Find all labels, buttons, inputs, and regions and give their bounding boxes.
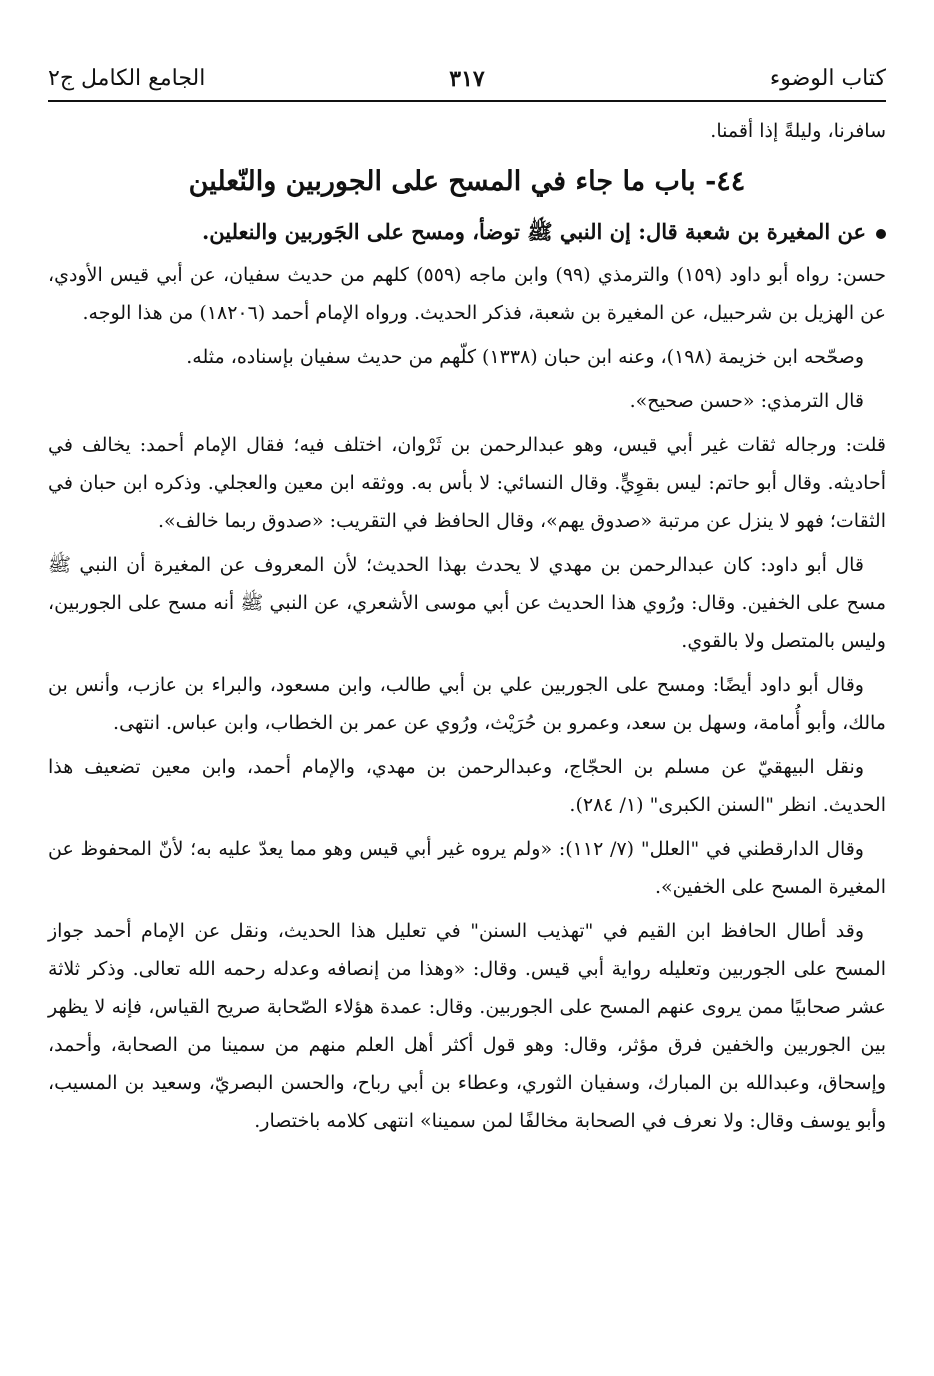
paragraph-tashih: [48, 338, 886, 376]
paragraph-body: ونقل البيهقيّ عن مسلم بن الحجّاج، وعبدالرحمن بن مهدي، والإمام أحمد، وابن معين تضعيف هذا الحديث. انظر "السنن الكبرى" (١/ ٢٨٤).: [48, 756, 886, 816]
running-head: [48, 60, 886, 100]
page: [48, 60, 886, 1146]
paragraph-abu-dawud-2: [48, 666, 886, 742]
bullet-icon: [876, 229, 886, 239]
paragraph-body: وقد أطال الحافظ ابن القيم في "تهذيب السنن" في تعليل هذا الحديث، ونقل عن الإمام أحمد جواز المسح على الجوربين وتعليله رواية أبي قيس. وقال: «وهذا من إنصافه وعدله رحمه الله تعالى. وذكر ثلاثة عشر صحابيًا ممن يروى عنهم المسح على الجوربين. وقال: عمدة هؤلاء الصّحابة صريح القياس، فإنه لا يظهر بين الجوربين والخفين فرق مؤثر، وقال: وهو قول أكثر أهل العلم منهم من سمينا من الصحابة، وأحمد، وإسحاق، وعبدالله بن المبارك، وسفيان الثوري، وعطاء بن أبي رباح، والحسن البصريّ، وسعيد بن المسيب، وأبو يوسف وقال: ولا نعرف في الصحابة مخالفًا لمن سمينا» انتهى كلامه باختصار.: [48, 920, 886, 1132]
paragraph-tirmidhi: [48, 382, 886, 420]
paragraph-daraqutni: [48, 830, 886, 906]
header-volume-title: الجامع الكامل ج٢: [48, 66, 206, 91]
paragraph-rijal: قلت: ورجاله ثقات غير أبي قيس، وهو عبدالرحمن بن ثَرْوان، اختلف فيه؛ فقال الإمام أحمد: يخالف في أحاديثه. وقال أبو حاتم: ليس بقوِيٍّ. وقال النسائي: لا بأس به. ووثقه ابن معين والعجلي. وذكره ابن حبان في الثقات؛ فهو لا ينزل عن مرتبة «صدوق يهم»، وقال الحافظ في التقريب: «صدوق ربما خالف».: [48, 434, 886, 532]
paragraph-body: وصحّحه ابن خزيمة (١٩٨)، وعنه ابن حبان (١٣٣٨) كلّهم من حديث سفيان بإسناده، مثله.: [186, 346, 864, 368]
paragraph-body: وقال الدارقطني في "العلل" (٧/ ١١٢): «ولم يروه غير أبي قيس وهو مما يعدّ عليه به؛ لأنّ المحفوظ عن المغيرة المسح على الخفين».: [48, 838, 886, 898]
paragraph-takhrij: حسن: رواه أبو داود (١٥٩) والترمذي (٩٩) وابن ماجه (٥٥٩) كلهم من حديث سفيان، عن أبي قيس الأودي، عن الهزيل بن شرحبيل، عن المغيرة بن شعبة، فذكر الحديث. ورواه الإمام أحمد (١٨٢٠٦) من هذا الوجه.: [48, 264, 886, 324]
header-book-title: كتاب الوضوء: [769, 66, 886, 91]
paragraph-body: قال الترمذي: «حسن صحيح».: [629, 390, 864, 412]
paragraph-ibn-qayyim: [48, 912, 886, 1140]
paragraph-bayhaqi: [48, 748, 886, 824]
paragraph-body: وقال أبو داود أيضًا: ومسح على الجوربين علي بن أبي طالب، وابن مسعود، والبراء بن عازب، وأنس بن مالك، وأبو أُمامة، وسهل بن سعد، وعمرو بن حُرَيْث، ورُوي عن عمر بن الخطاب، وابن عباس. انتهى.: [48, 674, 886, 734]
continuation-text: سافرنا، وليلةً إذا أقمنا.: [710, 120, 886, 142]
hadith-body: عن المغيرة بن شعبة قال: إن النبي ﷺ توضأ، ومسح على الجَوربين والنعلين.: [201, 219, 866, 244]
paragraph-body: قال أبو داود: كان عبدالرحمن بن مهدي لا يحدث بهذا الحديث؛ لأن المعروف عن المغيرة أن النبي ﷺ مسح على الخفين. وقال: ورُوي هذا الحديث عن أبي موسى الأشعري، عن النبي ﷺ أنه مسح على الجوربين، وليس بالمتصل ولا بالقوي.: [48, 554, 886, 652]
paragraph-abu-dawud: [48, 546, 886, 660]
page-number: ٣١٧: [449, 66, 485, 92]
hadith-text: [48, 212, 886, 252]
chapter-title: ٤٤- باب ما جاء في المسح على الجوربين والنّعلين: [188, 166, 746, 197]
header-rule: [48, 100, 886, 102]
